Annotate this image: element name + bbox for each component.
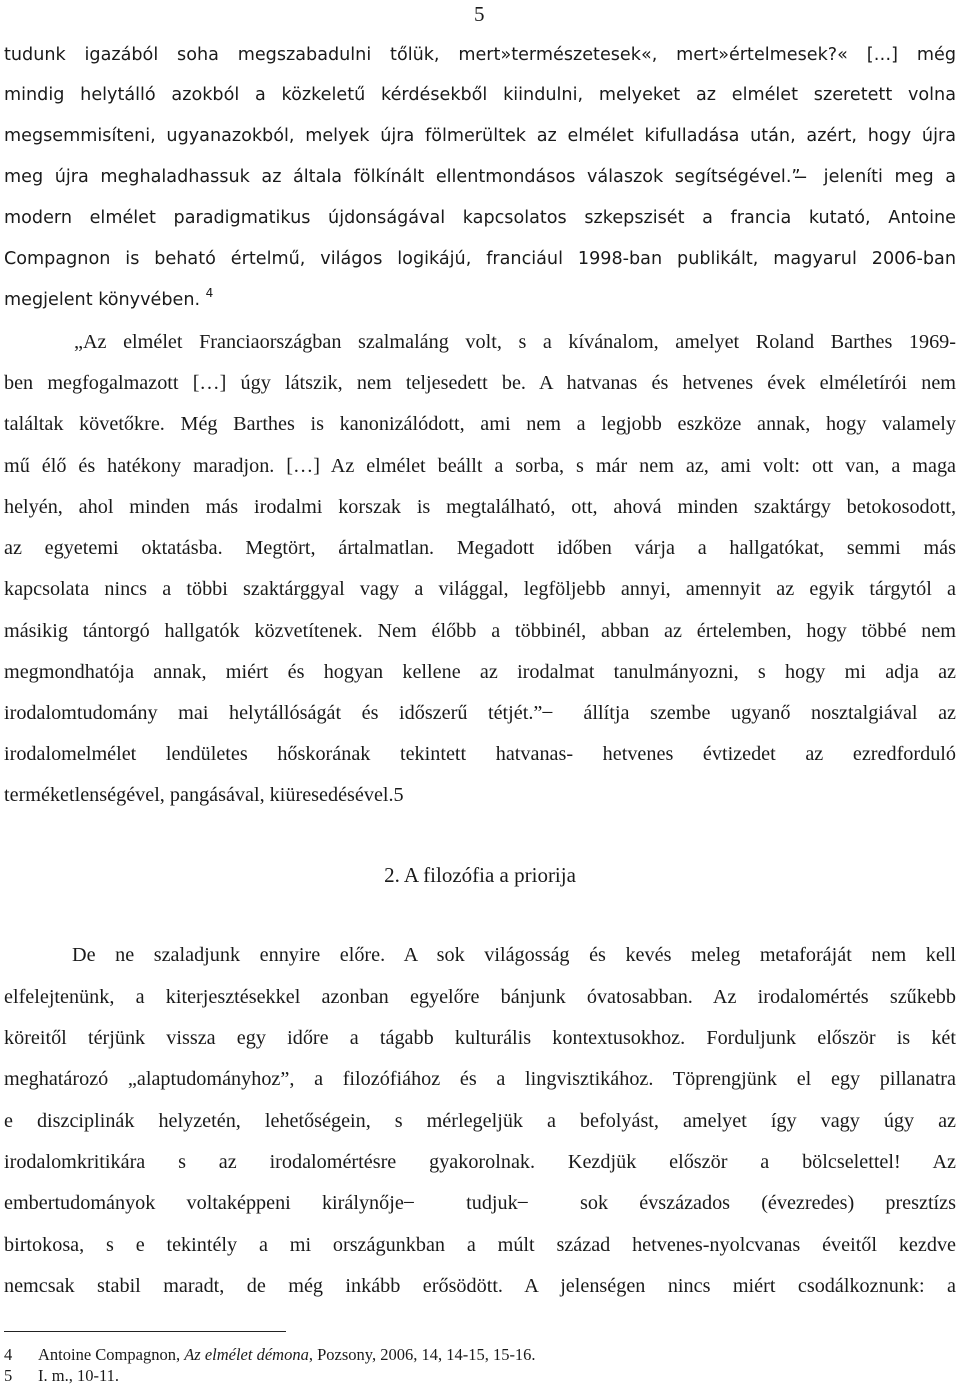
footnote-text: Antoine Compagnon,	[38, 1345, 185, 1364]
text-line: meghatározó „alaptudományhoz”, a filozófiához és a lingvisztikához. Töprengjünk el egy pillanatra	[4, 1068, 956, 1090]
text-line	[4, 287, 956, 313]
text-line: tudunk igazából soha megszabadulni tőlük, mert»természetesek«, mert»értelmesek?« […] még	[4, 45, 956, 65]
text-line: helyén, ahol minden más irodalmi korszak is megtalálható, ott, ahová minden szaktárgy betokosodott,	[4, 496, 956, 518]
text-line: találtak követőkre. Még Barthes is kanonizálódott, ami nem a legjobb eszköze annak, hogy valamely	[4, 413, 956, 435]
footnote-4	[4, 1345, 536, 1365]
text-line: irodalomelmélet lendületes hőskorának tekintett hatvanas- hetvenes évtizedet az ezredforduló	[4, 743, 956, 765]
text-line: e diszciplinák helyzetén, lehetőségein, s mérlegeljük a befolyást, amelyet így vagy úgy az	[4, 1110, 956, 1132]
footnote-separator	[4, 1331, 286, 1332]
page-number: 5	[474, 2, 485, 26]
footnote-text: I. m., 10-11.	[38, 1366, 119, 1385]
text-line: embertudományok voltaképpeni királynője ̶ tudjuk ̶ sok évszázados (évezredes) presztízs	[4, 1192, 956, 1214]
footnote-5	[4, 1366, 119, 1386]
text-line: ben megfogalmazott […] úgy látszik, nem teljesedett be. A hatvanas és hetvenes évek elméletírói nem	[4, 372, 956, 394]
text-line: megsemmisíteni, ugyanazokból, melyek újra fölmerültek az elmélet kifulladása után, azért, hogy újra	[4, 126, 956, 146]
text-line: kapcsolata nincs a többi szaktárggyal vagy a világgal, legföljebb annyi, amennyit az egyik tárgytól a	[4, 578, 956, 600]
text-line: Compagnon is beható értelmű, világos logikájú, franciául 1998-ban publikált, magyarul 2006-ban	[4, 249, 956, 269]
text-line: megmondhatója annak, miért és hogyan kellene az irodalmat tanulmányozni, s hogy mi adja az	[4, 661, 956, 683]
text-line: mű élő és hatékony maradjon. […] Az elmélet beállt a sorba, s már nem az, ami volt: ott van, a maga	[4, 455, 956, 477]
text-line: másikig tántorgó hallgatók közvetítenek. Nem élőbb a többinél, abban az értelemben, hogy többé nem	[4, 620, 956, 642]
section-heading: 2. A filozófia a priorija	[384, 863, 576, 887]
text-line: elfelejtenünk, a kiterjesztésekkel azonban egyelőre bánjunk óvatosabban. Az irodalomértés szűkebb	[4, 986, 956, 1008]
text-line: mindig helytálló azokból a közkeletű kérdésekből kiindulni, melyeket az elmélet szeretett volna	[4, 85, 956, 105]
text-line: meg újra meghaladhassuk az általa fölkínált ellentmondásos válaszok segítségével.” ̶ jeleníti meg a	[4, 167, 956, 187]
text-line: terméketlenségével, pangásával, kiüresedésével.5	[4, 784, 404, 806]
footnote-number: 5	[4, 1366, 13, 1385]
text-line: az egyetemi oktatásba. Megtört, ártalmatlan. Megadott időben várja a hallgatókat, semmi más	[4, 537, 956, 559]
text-line: irodalomkritikára s az irodalomértésre gyakorolnak. Kezdjük először a bölcselettel! Az	[4, 1151, 956, 1173]
footnote-text-rest: , Pozsony, 2006, 14, 14-15, 15-16.	[308, 1345, 536, 1364]
text-line: irodalomtudomány mai helytállóságát és időszerű tétjét.” ̶ állítja szembe ugyanő nosztalgiával az	[4, 702, 956, 724]
footnote-book-title: Az elmélet démona	[184, 1345, 309, 1364]
footnote-reference: 4	[205, 286, 214, 300]
text-line-content: megjelent könyvében.	[4, 290, 201, 310]
text-line: modern elmélet paradigmatikus újdonságával kapcsolatos szkepszisét a francia kutató, Antoine	[4, 208, 956, 228]
text-line: „Az elmélet Franciaországban szalmaláng volt, s a kívánalom, amelyet Roland Barthes 1969-	[74, 331, 956, 353]
text-line: birtokosa, s e tekintély a mi országunkban a múlt század hetvenes-nyolcvanas éveitől kezdve	[4, 1234, 956, 1256]
text-line: De ne szaladjunk ennyire előre. A sok világosság és kevés meleg metaforáját nem kell	[72, 944, 956, 966]
text-line: nemcsak stabil maradt, de még inkább erősödött. A jelenségen nincs miért csodálkoznunk: a	[4, 1275, 956, 1297]
text-line: köreitől térjünk vissza egy időre a tágabb kulturális kontextusokhoz. Forduljunk először is két	[4, 1027, 956, 1049]
footnote-number: 4	[4, 1345, 13, 1364]
